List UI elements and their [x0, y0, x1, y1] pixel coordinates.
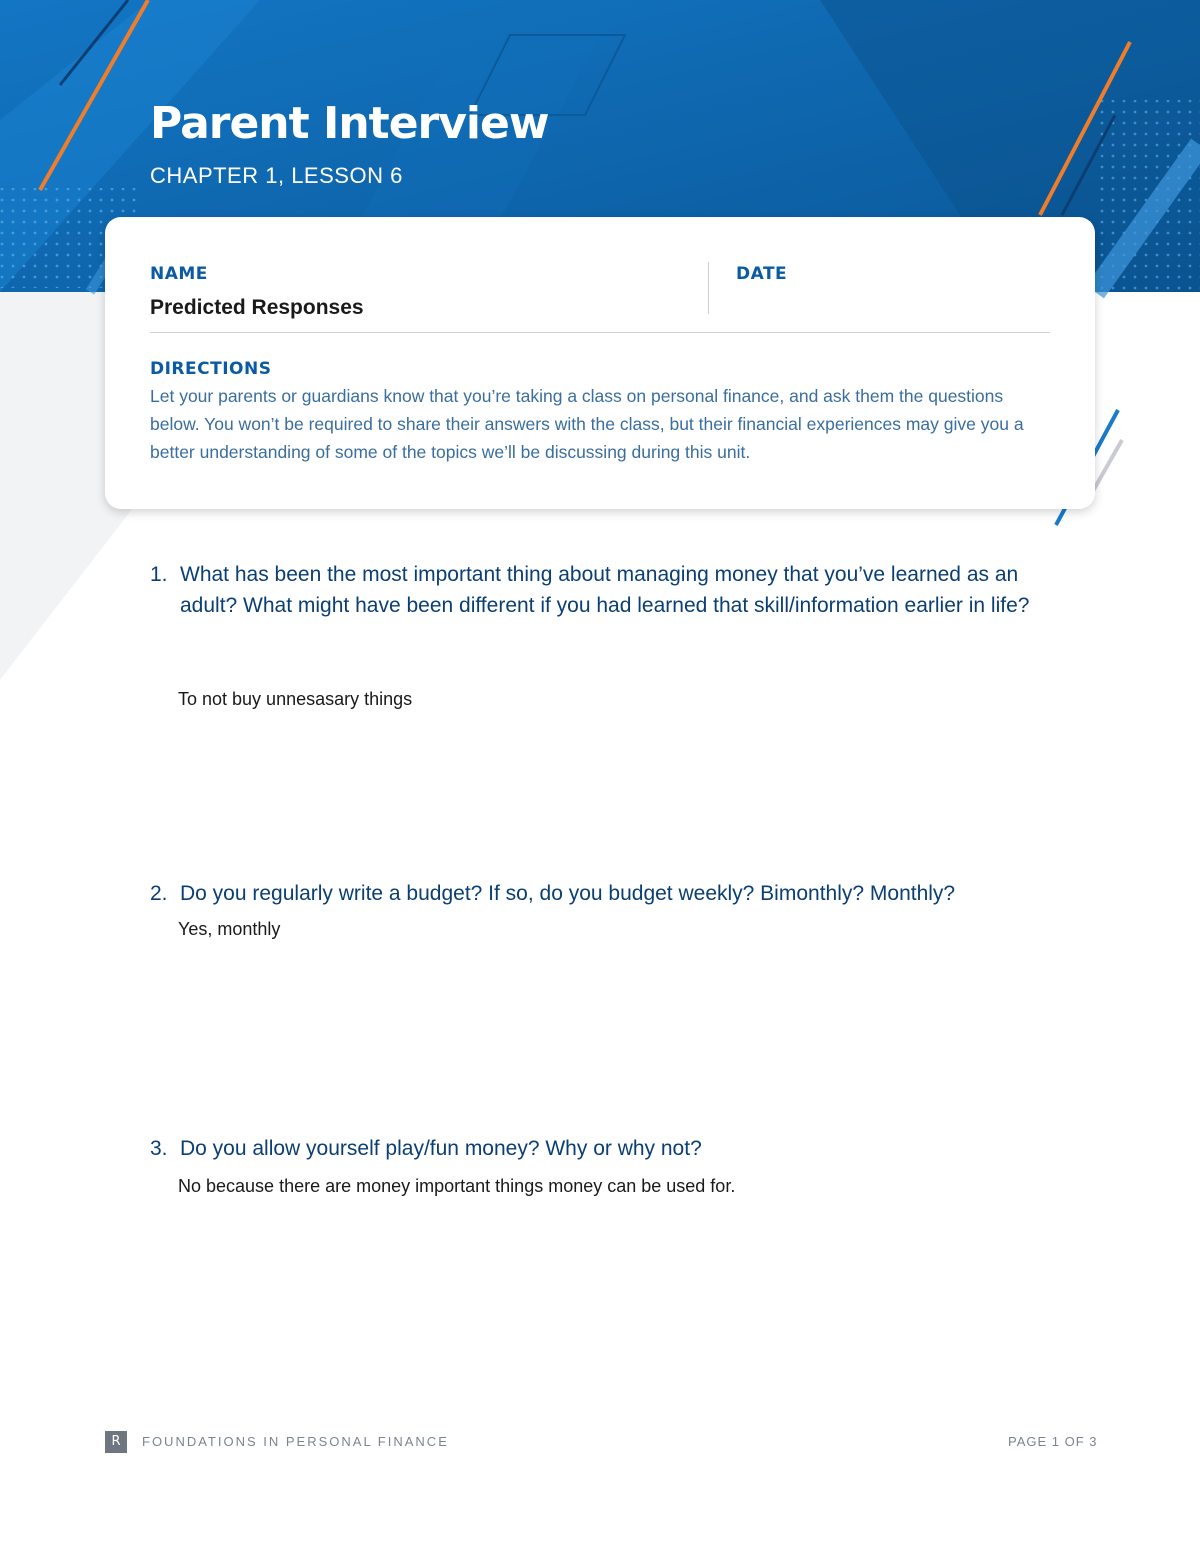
field-divider: [708, 262, 709, 314]
answer-3[interactable]: No because there are money important things money can be used for.: [178, 1176, 736, 1196]
question-1-number: 1.: [150, 563, 168, 586]
card-divider: [150, 332, 1050, 333]
name-label: NAME: [150, 264, 208, 284]
page-title: Parent Interview: [150, 98, 549, 149]
question-3-text: Do you allow yourself play/fun money? Why or why not?: [180, 1137, 702, 1160]
directions-text: Let your parents or guardians know that you’re taking a class on personal finance, and ask them the questions below. You won’t be required to share their answers with the class, but their financial experiences may give you a better understanding of some of the topics we’ll be discussing during this unit.: [150, 386, 1024, 462]
answer-1[interactable]: To not buy unnesasary things: [178, 689, 413, 709]
question-3-number: 3.: [150, 1137, 168, 1160]
footer-course-title: FOUNDATIONS IN PERSONAL FINANCE: [142, 1434, 449, 1449]
publisher-logo-icon: R: [105, 1431, 127, 1453]
answer-2[interactable]: Yes, monthly: [178, 919, 281, 939]
page-number: PAGE 1 OF 3: [1008, 1434, 1098, 1449]
date-label: DATE: [736, 264, 788, 284]
question-2-text: Do you regularly write a budget? If so, do you budget weekly? Bimonthly? Monthly?: [180, 882, 956, 905]
question-1-text: What has been the most important thing about managing money that you’ve learned as an adult? What might have been different if you had learned that skill/information earlier in life?: [180, 563, 1030, 617]
name-field[interactable]: Predicted Responses: [150, 296, 364, 319]
question-2-number: 2.: [150, 882, 168, 905]
chapter-lesson-subtitle: CHAPTER 1, LESSON 6: [150, 163, 403, 188]
info-card: [105, 217, 1095, 509]
directions-label: DIRECTIONS: [150, 359, 272, 379]
